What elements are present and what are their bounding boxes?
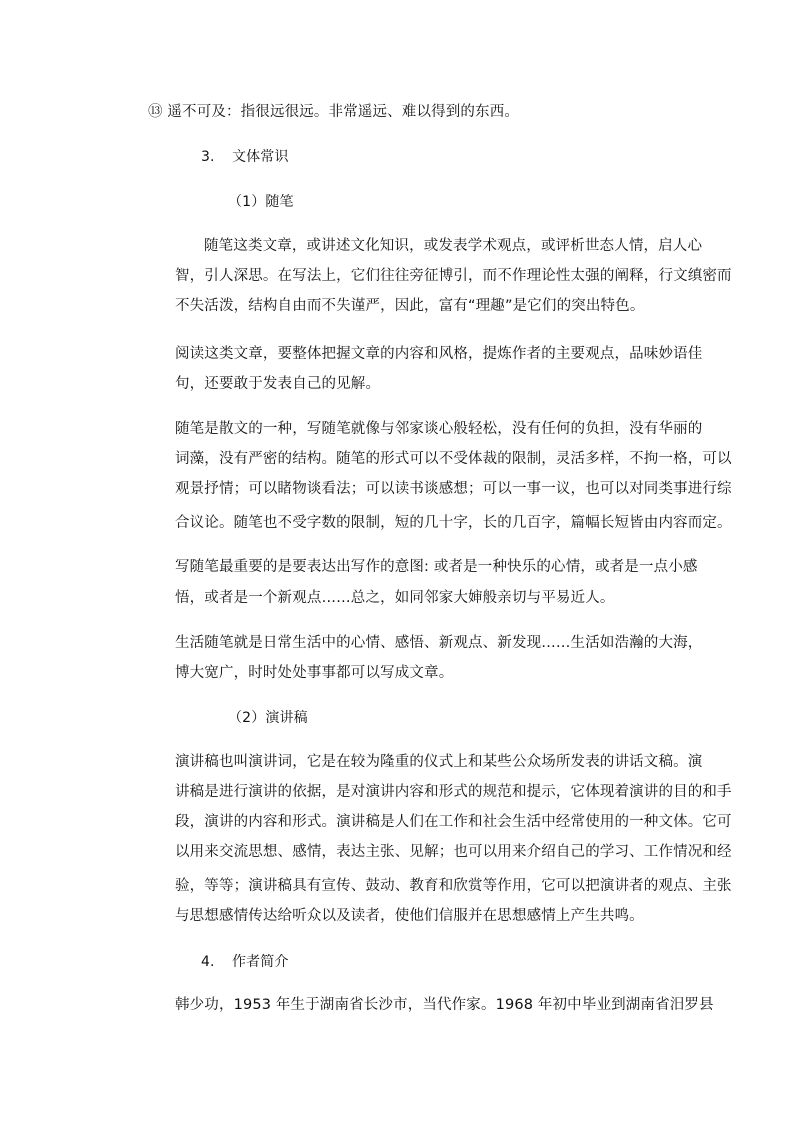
- paragraph-line: 随笔这类文章，或讲述文化知识，或发表学术观点，或评析世态人情，启人心: [204, 238, 703, 254]
- paragraph-line: 阅读这类文章，要整体把握文章的内容和风格，提炼作者的主要观点，品味妙语佳: [175, 346, 703, 362]
- paragraph-line: 随笔是散文的一种，写随笔就像与邻家谈心般轻松，没有任何的负担，没有华丽的: [175, 421, 703, 437]
- paragraph-line: 演讲稿也叫演讲词，它是在较为隆重的仪式上和某些公众场所发表的讲话文稿。演: [175, 754, 703, 770]
- section-3-number: 3.: [201, 149, 215, 165]
- paragraph-line: 讲稿是进行演讲的依据，是对演讲内容和形式的规范和提示，它体现着演讲的目的和手: [175, 784, 732, 800]
- paragraph-line: 段，演讲的内容和形式。演讲稿是人们在工作和社会生活中经常使用的一种文体。它可: [175, 814, 732, 830]
- paragraph-line: 生活随笔就是日常生活中的心情、感悟、新观点、新发现……生活如浩瀚的大海，: [175, 635, 703, 651]
- paragraph-line: 合议论。随笔也不受字数的限制，短的几十字，长的几百字，篇幅长短皆由内容而定。: [175, 515, 732, 531]
- subsection-speech-heading: （2）演讲稿: [228, 710, 308, 726]
- paragraph-line: 与思想感情传达给听众以及读者，使他们信服并在思想感情上产生共鸣。: [175, 908, 644, 924]
- section-4-title: 作者简介: [232, 954, 289, 970]
- paragraph-line: 以用来交流思想、感情，表达主张、见解；也可以用来介绍自己的学习、工作情况和经: [175, 844, 732, 860]
- glossary-item-13: ⑬ 遥不可及：指很远很远。非常遥远、难以得到的东西。: [148, 104, 520, 120]
- paragraph-line: 智，引人深思。在写法上，它们往往旁征博引，而不作理论性太强的阐释，行文缜密而: [175, 268, 732, 284]
- paragraph-line: 不失活泼，结构自由而不失谨严，因此，富有“理趣”是它们的突出特色。: [175, 298, 645, 314]
- paragraph-line: 词藻，没有严密的结构。随笔的形式可以不受体裁的限制，灵活多样，不拘一格，可以: [175, 451, 732, 467]
- paragraph-line: 写随笔最重要的是要表达出写作的意图: 或者是一种快乐的心情，或者是一点小感: [175, 559, 698, 575]
- subsection-essay-heading: （1）随笔: [228, 194, 294, 210]
- paragraph-line: 句，还要敢于发表自己的见解。: [175, 376, 381, 392]
- paragraph-line: 博大宽广，时时处处事事都可以写成文章。: [175, 665, 454, 681]
- paragraph-line: 观景抒情；可以睹物谈看法；可以读书谈感想；可以一事一议，也可以对同类事进行综: [175, 481, 732, 497]
- section-4-number: 4.: [201, 954, 215, 970]
- section-3-title: 文体常识: [232, 149, 289, 165]
- paragraph-line: 验，等等；演讲稿具有宣传、鼓动、教育和欣赏等作用，它可以把演讲者的观点、主张: [175, 878, 732, 894]
- paragraph-line: 悟，或者是一个新观点……总之，如同邻家大婶般亲切与平易近人。: [175, 590, 615, 606]
- paragraph-line: 韩少功，1953 年生于湖南省长沙市，当代作家。1968 年初中毕业到湖南省汨罗县: [175, 997, 714, 1013]
